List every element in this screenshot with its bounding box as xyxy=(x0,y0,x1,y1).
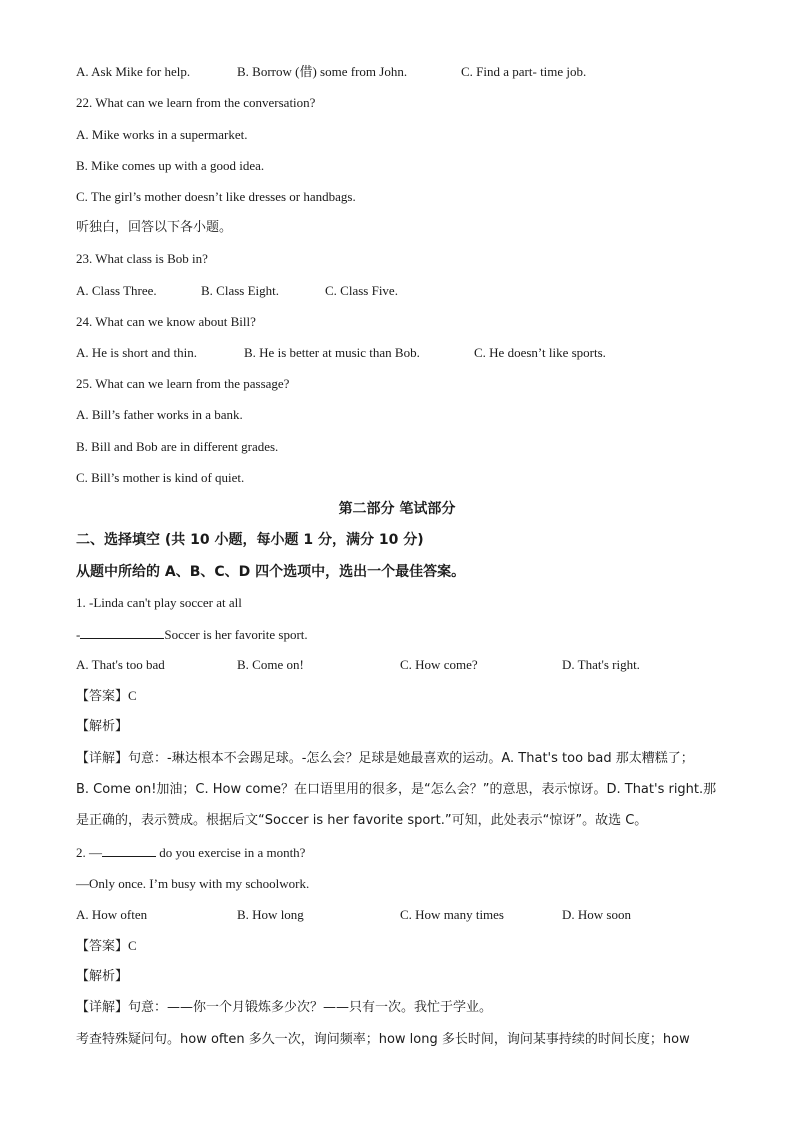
part2-title: 第二部分 笔试部分 xyxy=(338,501,456,517)
w2-detail-line1: 【详解】句意：——你一个月锻炼多少次？——只有一次。我忙于学业。 xyxy=(76,1000,493,1015)
section2-instruction: 从题中所给的 A、B、C、D 四个选项中，选出一个最佳答案。 xyxy=(76,564,466,580)
w2-line1 xyxy=(76,844,305,861)
w1-answer-label: 【答案】 xyxy=(76,689,129,704)
section2-heading: 二、选择填空 (共 10 小题，每小题 1 分，满分 10 分) xyxy=(76,532,424,548)
w2-detail-line2: 考查特殊疑问句。how often 多久一次，询问频率；how long 多长时间，询问某事持续的时间长度；how xyxy=(76,1032,690,1047)
q24-option-c: C. He doesn’t like sports. xyxy=(474,345,606,360)
q24-option-b: B. He is better at music than Bob. xyxy=(244,345,420,360)
w2-line1-prefix: 2. — xyxy=(76,845,102,860)
w2-line2: —Only once. I’m busy with my schoolwork. xyxy=(76,876,310,891)
q24-option-a: A. He is short and thin. xyxy=(76,345,197,360)
w2-answer-blank xyxy=(102,844,156,857)
w1-detail-line3: 是正确的，表示赞成。根据后文“Soccer is her favorite sport.”可知，此处表示“惊讶”。故选 C。 xyxy=(76,813,648,828)
w1-answer-blank xyxy=(80,626,164,639)
w2-answer-value: C xyxy=(128,938,137,953)
w1-answer-value: C xyxy=(128,688,137,703)
q23-option-b: B. Class Eight. xyxy=(201,283,280,298)
monologue-instruction: 听独白，回答以下各小题。 xyxy=(76,220,233,235)
w2-answer-label: 【答案】 xyxy=(76,939,129,954)
w2-analysis-label: 【解析】 xyxy=(76,969,129,984)
w2-option-c: C. How many times xyxy=(400,907,504,922)
q22-option-b: B. Mike comes up with a good idea. xyxy=(76,158,265,173)
w1-line2-suffix: Soccer is her favorite sport. xyxy=(164,627,308,642)
w2-answer-row xyxy=(76,938,137,955)
w1-option-c: C. How come? xyxy=(400,657,478,672)
w1-analysis-label: 【解析】 xyxy=(76,719,129,734)
w2-option-a: A. How often xyxy=(76,907,148,922)
q25-option-b: B. Bill and Bob are in different grades. xyxy=(76,439,279,454)
w1-detail-line2: B. Come on!加油；C. How come？在口语里用的很多，是“怎么会？”的意思，表示惊讶。D. That's right.那 xyxy=(76,782,717,797)
q25-option-c: C. Bill’s mother is kind of quiet. xyxy=(76,470,245,485)
w2-option-b: B. How long xyxy=(237,907,304,922)
q21-option-a: A. Ask Mike for help. xyxy=(76,64,191,79)
q22-option-c: C. The girl’s mother doesn’t like dresses or handbags. xyxy=(76,189,356,204)
q23-stem: 23. What class is Bob in? xyxy=(76,251,208,266)
q23-option-a: A. Class Three. xyxy=(76,283,157,298)
q24-stem: 24. What can we know about Bill? xyxy=(76,314,256,329)
w1-answer-row xyxy=(76,688,137,705)
w1-option-b: B. Come on! xyxy=(237,657,304,672)
q22-option-a: A. Mike works in a supermarket. xyxy=(76,127,248,142)
q22-stem: 22. What can we learn from the conversation? xyxy=(76,95,316,110)
w1-line2-prefix: - xyxy=(76,627,81,642)
w1-line2 xyxy=(76,626,308,643)
q21-option-b: B. Borrow (借) some from John. xyxy=(237,64,408,79)
w1-option-d: D. That's right. xyxy=(562,657,640,672)
q25-option-a: A. Bill’s father works in a bank. xyxy=(76,407,243,422)
q23-option-c: C. Class Five. xyxy=(325,283,398,298)
w2-option-d: D. How soon xyxy=(562,907,631,922)
w1-option-a: A. That's too bad xyxy=(76,657,165,672)
w2-line1-suffix: do you exercise in a month? xyxy=(156,845,306,860)
q25-stem: 25. What can we learn from the passage? xyxy=(76,376,290,391)
w1-line1: 1. -Linda can't play soccer at all xyxy=(76,595,242,610)
q21-option-c: C. Find a part- time job. xyxy=(461,64,587,79)
w1-detail-line1: 【详解】句意：-琳达根本不会踢足球。-怎么会？足球是她最喜欢的运动。A. That's too bad 那太糟糕了； xyxy=(76,751,694,766)
